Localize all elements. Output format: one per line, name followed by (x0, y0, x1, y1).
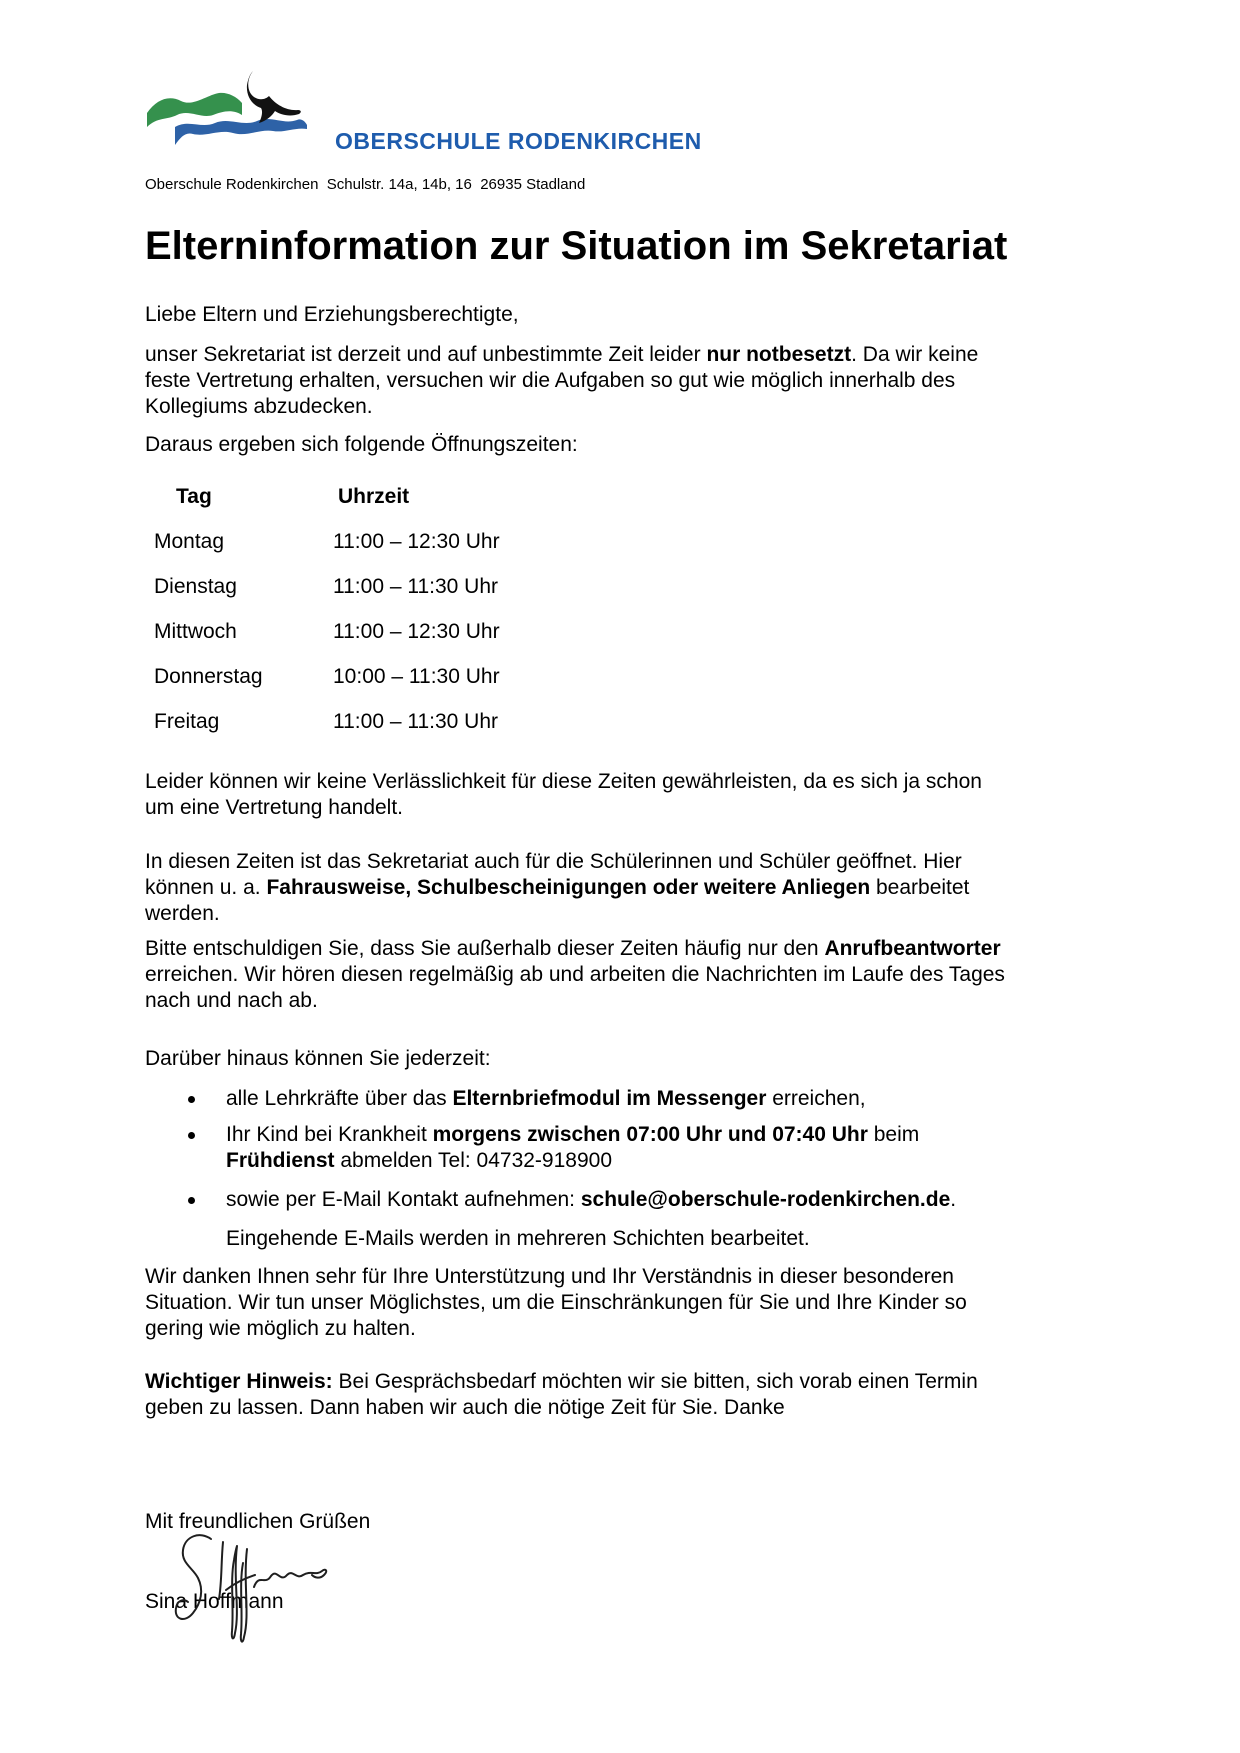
time-cell: 11:00 – 12:30 Uhr (333, 530, 500, 553)
bullet-dot-icon (188, 1187, 226, 1213)
text-segment: unser Sekretariat ist derzeit und auf unbestimmte Zeit leider (145, 343, 707, 366)
school-logo (135, 65, 1110, 160)
text-line (226, 1148, 919, 1174)
time-cell: 11:00 – 11:30 Uhr (333, 575, 499, 598)
text-segment: können u. a. (145, 876, 267, 899)
logo-bird-icon (247, 71, 301, 123)
day-cell: Freitag (154, 710, 220, 733)
day-cell: Montag (154, 530, 225, 553)
text-segment-bold: Wichtiger Hinweis: (145, 1370, 333, 1393)
text-line: werden. (145, 902, 220, 925)
text-line: gering wie möglich zu halten. (145, 1317, 416, 1340)
table-row (145, 699, 1110, 744)
thanks-paragraph (145, 1264, 1110, 1342)
text-segment-bold: nur notbesetzt (706, 343, 852, 366)
text-segment: . Da wir keine (851, 343, 979, 366)
text-line: Kollegiums abzudecken. (145, 395, 373, 418)
text-segment: alle Lehrkräfte über das (226, 1087, 453, 1110)
signature-block (145, 1535, 1110, 1589)
answering-machine-paragraph (145, 936, 1110, 1014)
text-segment-bold: Frühdienst (226, 1149, 335, 1172)
email-processing-note: Eingehende E-Mails werden in mehreren Schichten bearbeitet. (226, 1227, 810, 1250)
signature-stroke (254, 1570, 326, 1587)
sender-address-line: Oberschule Rodenkirchen Schulstr. 14a, 14b, 16 26935 Stadland (145, 176, 586, 193)
text-segment: beim (867, 1123, 920, 1146)
bullet-item (188, 1122, 1110, 1174)
logo-blue-wave (175, 119, 307, 145)
time-cell: 10:00 – 11:30 Uhr (333, 665, 500, 688)
closing-line: Mit freundlichen Grüßen (145, 1510, 371, 1533)
day-cell: Mittwoch (154, 620, 237, 643)
school-logo-graphic (135, 65, 335, 160)
bullet-text (226, 1122, 919, 1174)
text-segment: Bitte entschuldigen Sie, dass Sie außerhalb dieser Zeiten häufig nur den (145, 937, 825, 960)
reliability-paragraph (145, 769, 1110, 821)
bullet-item (188, 1086, 1110, 1112)
text-segment: bearbeitet (870, 876, 970, 899)
text-line: Situation. Wir tun unser Möglichstes, um die Einschränkungen für Sie und Ihre Kinder so (145, 1291, 967, 1314)
text-line: feste Vertretung erhalten, versuchen wir die Aufgaben so gut wie möglich innerhalb des (145, 369, 956, 392)
salutation: Liebe Eltern und Erziehungsberechtigte, (145, 303, 519, 326)
time-cell: 11:00 – 12:30 Uhr (333, 620, 500, 643)
text-line: In diesen Zeiten ist das Sekretariat auch für die Schülerinnen und Schüler geöffnet. Hier (145, 850, 962, 873)
table-row (145, 654, 1110, 699)
intro-paragraph (145, 342, 1110, 420)
time-cell: 11:00 – 11:30 Uhr (333, 710, 499, 733)
important-note-paragraph (145, 1369, 1110, 1421)
opening-hours-table (145, 474, 1110, 744)
anytime-lead: Darüber hinaus können Sie jederzeit: (145, 1047, 491, 1070)
text-line: Leider können wir keine Verlässlichkeit für diese Zeiten gewährleisten, da es sich ja schon (145, 770, 982, 793)
table-row (145, 519, 1110, 564)
table-row (145, 609, 1110, 654)
text-line (145, 1369, 1110, 1395)
text-line (145, 936, 1110, 962)
bullet-text (226, 1187, 956, 1213)
text-segment: erreichen, (766, 1087, 866, 1110)
page-title: Elterninformation zur Situation im Sekretariat (145, 224, 1008, 268)
day-cell: Dienstag (154, 575, 237, 598)
text-line: nach und nach ab. (145, 989, 318, 1012)
text-segment-bold: schule@oberschule-rodenkirchen.de (580, 1188, 951, 1211)
school-name: OBERSCHULE RODENKIRCHEN (335, 128, 702, 154)
text-segment-bold: Anrufbeantworter (824, 937, 1001, 960)
text-line: geben zu lassen. Dann haben wir auch die nötige Zeit für Sie. Danke (145, 1396, 785, 1419)
signature-stroke (226, 1575, 255, 1590)
col-header-day: Tag (176, 485, 212, 508)
bullet-dot-icon (188, 1122, 226, 1174)
text-segment-bold: morgens zwischen 07:00 Uhr und 07:40 Uhr (432, 1123, 868, 1146)
text-segment-bold: Fahrausweise, Schulbescheinigungen oder weitere Anliegen (266, 876, 871, 899)
text-segment: . (950, 1188, 957, 1211)
text-line (145, 342, 1110, 368)
text-segment-bold: Elternbriefmodul im Messenger (452, 1087, 767, 1110)
text-segment: sowie per E-Mail Kontakt aufnehmen: (226, 1188, 581, 1211)
text-segment: Bei Gesprächsbedarf möchten wir sie bitten, sich vorab einen Termin (332, 1370, 978, 1393)
text-line: erreichen. Wir hören diesen regelmäßig ab und arbeiten die Nachrichten im Laufe des Tages (145, 963, 1005, 986)
col-header-time: Uhrzeit (338, 485, 410, 508)
bullet-list (145, 1086, 1110, 1252)
opening-hours-lead: Daraus ergeben sich folgende Öffnungszeiten: (145, 433, 578, 456)
table-header-row (145, 474, 1110, 519)
students-paragraph (145, 849, 1110, 927)
text-segment: abmelden Tel: 04732-918900 (334, 1149, 613, 1172)
text-line: um eine Vertretung handelt. (145, 796, 404, 819)
text-line (226, 1122, 919, 1148)
text-line: Wir danken Ihnen sehr für Ihre Unterstützung und Ihr Verständnis in dieser besonderen (145, 1265, 954, 1288)
day-cell: Donnerstag (154, 665, 263, 688)
bullet-text (226, 1086, 866, 1112)
text-segment: Ihr Kind bei Krankheit (226, 1123, 433, 1146)
signer-name: Sina Hoffmann (145, 1590, 284, 1613)
bullet-dot-icon (188, 1086, 226, 1112)
table-row (145, 564, 1110, 609)
text-line (145, 875, 1110, 901)
bullet-item (188, 1187, 1110, 1213)
